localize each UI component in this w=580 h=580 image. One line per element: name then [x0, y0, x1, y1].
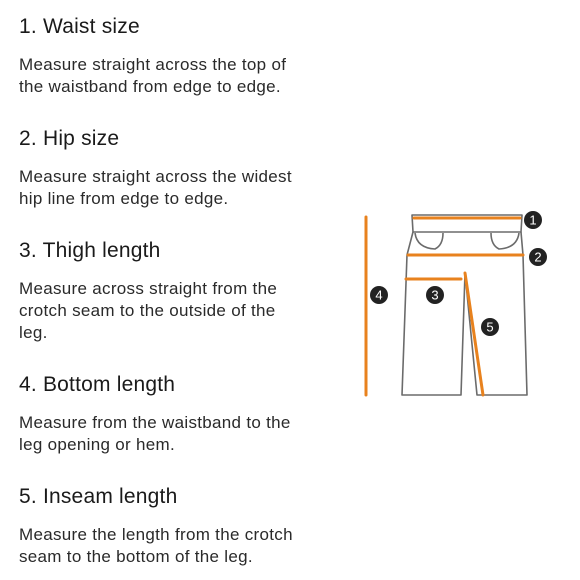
description-line: leg opening or hem.: [19, 435, 175, 454]
description-line: the waistband from edge to edge.: [19, 77, 281, 96]
badge-4: [370, 286, 388, 304]
badge-5: [481, 318, 499, 336]
description-line: hip line from edge to edge.: [19, 189, 229, 208]
section-title: 5. Inseam length: [19, 485, 178, 508]
description-line: Measure straight across the top of: [19, 55, 287, 74]
description-line: seam to the bottom of the leg.: [19, 547, 253, 566]
section-description: [19, 412, 349, 456]
description-line: crotch seam to the outside of the: [19, 301, 276, 320]
section-description: [19, 54, 349, 98]
description-line: Measure across straight from the: [19, 279, 278, 298]
section-description: [19, 278, 349, 344]
description-line: Measure straight across the widest: [19, 167, 292, 186]
badge-2: [529, 248, 547, 266]
section-title: 1. Waist size: [19, 15, 140, 38]
badge-label: 4: [375, 287, 383, 303]
section-thigh-length: [19, 238, 349, 344]
badge-label: 5: [486, 319, 494, 335]
section-description: [19, 166, 349, 210]
section-title: 2. Hip size: [19, 127, 120, 150]
section-hip-size: [19, 126, 349, 210]
front-pocket-right: [491, 233, 519, 249]
section-description: [19, 524, 349, 568]
section-waist-size: [19, 14, 349, 98]
section-inseam-length: [19, 484, 349, 568]
measurement-lines: [366, 217, 523, 395]
section-title: 4. Bottom length: [19, 373, 176, 396]
description-line: leg.: [19, 323, 48, 342]
badge-label: 3: [431, 287, 439, 303]
section-bottom-length: [19, 372, 349, 456]
inseam-line: [465, 273, 483, 395]
description-line: Measure the length from the crotch: [19, 525, 293, 544]
badge-label: 2: [534, 249, 542, 265]
front-pocket-left: [415, 233, 443, 249]
badge-label: 1: [529, 212, 537, 228]
section-title: 3. Thigh length: [19, 239, 161, 262]
pants-measurement-diagram: [355, 205, 560, 405]
badge-3: [426, 286, 444, 304]
pants-outline: [402, 215, 527, 395]
badge-1: [524, 211, 542, 229]
description-line: Measure from the waistband to the: [19, 413, 291, 432]
